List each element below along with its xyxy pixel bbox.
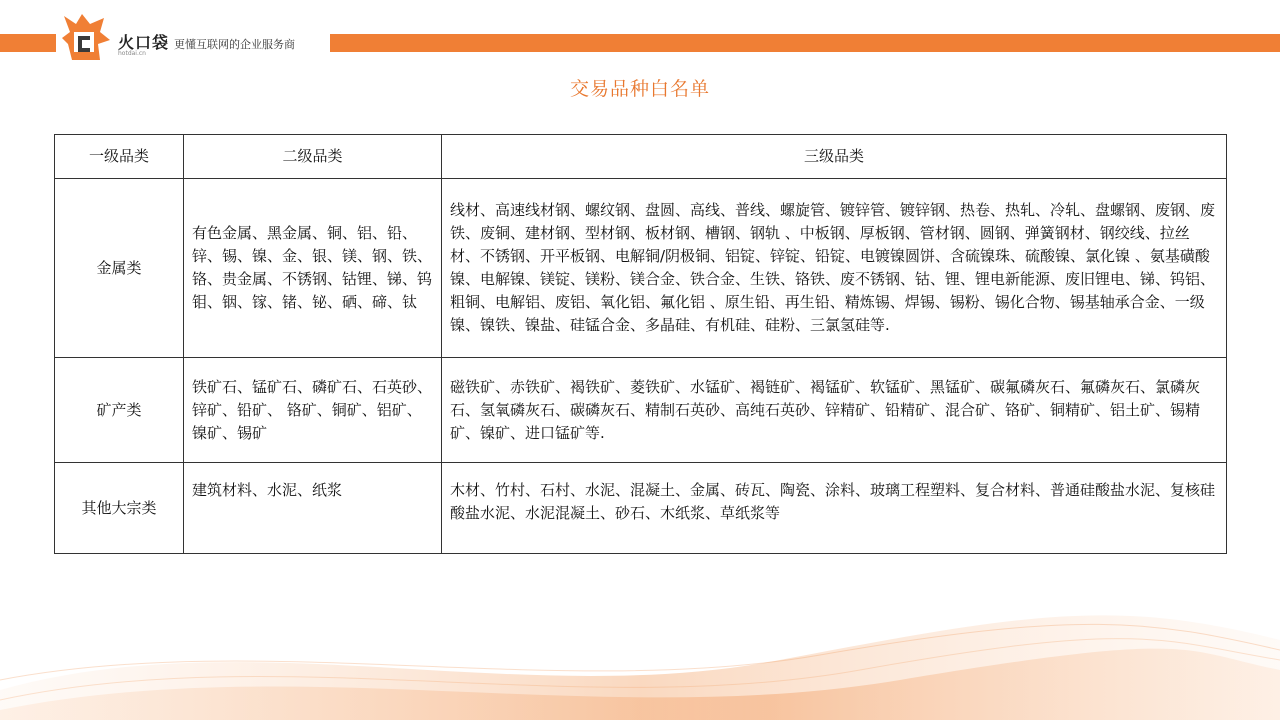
level1-cell: 金属类 (55, 179, 184, 358)
page-title: 交易品种白名单 (569, 78, 710, 100)
level3-cell: 木材、竹村、石村、水泥、混凝土、金属、砖瓦、陶瓷、涂料、玻璃工程塑料、复合材料、普通硅酸盐水泥、复核硅酸盐水泥、水泥混凝土、砂石、木纸浆、草纸浆等 (442, 463, 1227, 554)
table-row (55, 179, 1227, 358)
table-header-row (55, 135, 1227, 179)
level1-cell: 其他大宗类 (55, 463, 184, 554)
header-bar-left (0, 34, 56, 52)
level2-cell: 有色金属、黑金属、铜、铝、铅、锌、锡、镍、金、银、镁、钢、铁、铬、贵金属、不锈钢、钴锂、锑、钨钼、铟、镓、锗、铋、硒、碲、钛 (184, 179, 442, 358)
logo-text: 火口袋 (118, 33, 170, 52)
logo-subtext: hotdai.cn (118, 50, 146, 57)
level1-cell: 矿产类 (55, 358, 184, 463)
level3-cell: 线材、高速线材钢、螺纹钢、盘圆、高线、普线、螺旋管、镀锌管、镀锌钢、热卷、热轧、冷轧、盘螺钢、废钢、废铁、废铜、建材钢、型材钢、板材钢、槽钢、钢轨 、中板钢、厚板钢、管材钢、圆钢、弹簧钢材、钢绞线、拉丝材、不锈钢、开平板钢、电解铜/阴极铜、铝锭、锌锭、铅锭、电镀镍圆饼、含硫镍珠、硫酸镍、氯化镍 、氨基磺酸镍、电解镍、镁锭、镁粉、镁合金、铁合金、生铁、铬铁、废不锈钢、钴、锂、锂电新能源、废旧锂电、锑、钨铝、粗铜、电解铝、废铝、氧化铝、氟化铝 、原生铅、再生铅、精炼锡、焊锡、锡粉、锡化合物、锡基轴承合金、一级镍、镍铁、镍盐、硅锰合金、多晶硅、有机硅、硅粉、三氯氢硅等. (442, 179, 1227, 358)
header-level2: 二级品类 (184, 135, 442, 179)
whitelist-table (54, 134, 1227, 554)
decorative-waves (0, 560, 1280, 720)
header-bar-right (330, 34, 1280, 52)
header-level3: 三级品类 (442, 135, 1227, 179)
level2-cell: 建筑材料、水泥、纸浆 (184, 463, 442, 554)
fire-logo-icon (60, 10, 114, 64)
slogan: 更懂互联网的企业服务商 (174, 38, 295, 51)
table-row (55, 358, 1227, 463)
table-row (55, 463, 1227, 554)
level3-cell: 磁铁矿、赤铁矿、褐铁矿、菱铁矿、水锰矿、褐链矿、褐锰矿、软锰矿、黑锰矿、碳氟磷灰石、氟磷灰石、氯磷灰石、氢氧磷灰石、碳磷灰石、精制石英砂、高纯石英砂、锌精矿、铅精矿、混合矿、铬矿、铜精矿、铝土矿、锡精矿、镍矿、进口锰矿等. (442, 358, 1227, 463)
level2-cell: 铁矿石、锰矿石、磷矿石、石英砂、锌矿、铅矿、 铬矿、铜矿、铝矿、镍矿、锡矿 (184, 358, 442, 463)
header-level1: 一级品类 (55, 135, 184, 179)
